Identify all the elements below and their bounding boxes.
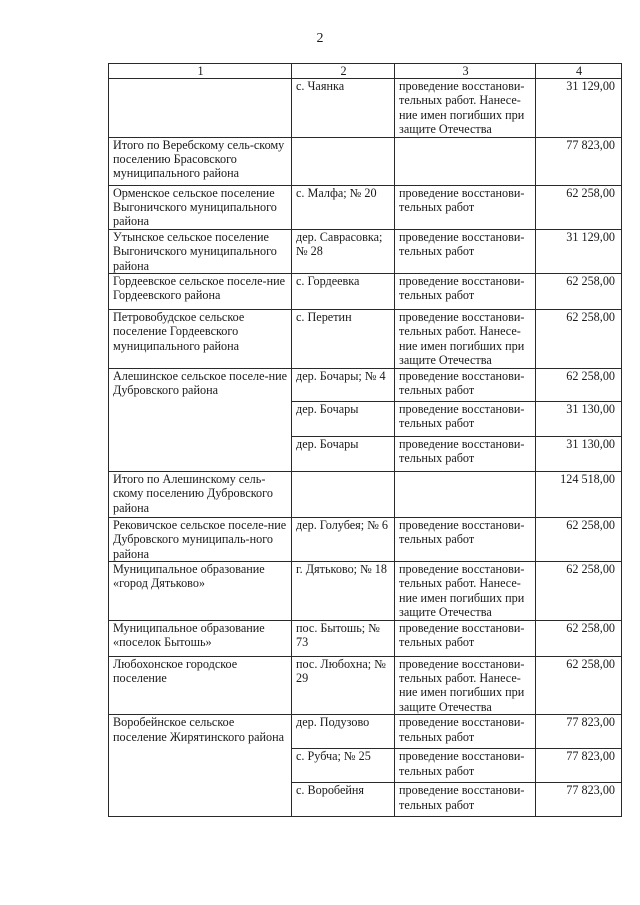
work-type-cell <box>395 471 536 517</box>
settlement-cell: Любохонское городское поселение <box>109 656 292 715</box>
work-type-cell: проведение восстанови-тельных работ <box>395 715 536 749</box>
appropriations-table <box>108 63 622 817</box>
amount-cell: 62 258,00 <box>536 368 622 401</box>
column-number-4: 4 <box>536 64 622 79</box>
table-row <box>109 137 622 185</box>
amount-cell: 62 258,00 <box>536 185 622 229</box>
amount-cell: 77 823,00 <box>536 137 622 185</box>
column-number-2: 2 <box>292 64 395 79</box>
locality-cell: дер. Подузово <box>292 715 395 749</box>
settlement-cell: Муниципальное образование «город Дятьково» <box>109 561 292 620</box>
column-number-1: 1 <box>109 64 292 79</box>
locality-cell: дер. Саврасовка; № 28 <box>292 229 395 273</box>
work-type-cell: проведение восстанови-тельных работ. Нанесе-ние имен погибших при защите Отечества <box>395 79 536 138</box>
settlement-cell <box>109 79 292 138</box>
amount-cell: 77 823,00 <box>536 715 622 749</box>
column-number-row <box>109 64 622 79</box>
work-type-cell: проведение восстанови-тельных работ <box>395 517 536 561</box>
amount-cell: 77 823,00 <box>536 749 622 783</box>
amount-cell: 31 130,00 <box>536 436 622 471</box>
amount-cell: 31 130,00 <box>536 401 622 436</box>
amount-cell: 62 258,00 <box>536 620 622 656</box>
locality-cell: с. Гордеевка <box>292 274 395 310</box>
settlement-cell: Рековичское сельское поселе-ние Дубровского муниципаль-ного района <box>109 517 292 561</box>
locality-cell: дер. Бочары; № 4 <box>292 368 395 401</box>
settlement-cell: Итого по Алешинскому сель-скому поселению Дубровского района <box>109 471 292 517</box>
table-row <box>109 620 622 656</box>
amount-cell: 62 258,00 <box>536 561 622 620</box>
column-number-3: 3 <box>395 64 536 79</box>
table-row <box>109 368 622 401</box>
work-type-cell: проведение восстанови-тельных работ <box>395 401 536 436</box>
amount-cell: 62 258,00 <box>536 656 622 715</box>
locality-cell: дер. Бочары <box>292 436 395 471</box>
settlement-cell: Гордеевское сельское поселе-ние Гордеевского района <box>109 274 292 310</box>
work-type-cell <box>395 137 536 185</box>
table-row <box>109 185 622 229</box>
locality-cell: дер. Голубея; № 6 <box>292 517 395 561</box>
amount-cell: 62 258,00 <box>536 517 622 561</box>
locality-cell: г. Дятьково; № 18 <box>292 561 395 620</box>
table-row <box>109 656 622 715</box>
table-row <box>109 274 622 310</box>
work-type-cell: проведение восстанови-тельных работ <box>395 368 536 401</box>
work-type-cell: проведение восстанови-тельных работ. Нанесе-ние имен погибших при защите Отечества <box>395 310 536 369</box>
locality-cell: с. Малфа; № 20 <box>292 185 395 229</box>
settlement-cell: Орменское сельское поселение Выгоничского муниципального района <box>109 185 292 229</box>
locality-cell: с. Воробейня <box>292 783 395 817</box>
work-type-cell: проведение восстанови-тельных работ <box>395 749 536 783</box>
amount-cell: 124 518,00 <box>536 471 622 517</box>
work-type-cell: проведение восстанови-тельных работ <box>395 783 536 817</box>
work-type-cell: проведение восстанови-тельных работ <box>395 185 536 229</box>
work-type-cell: проведение восстанови-тельных работ. Нанесе-ние имен погибших при защите Отечества <box>395 656 536 715</box>
work-type-cell: проведение восстанови-тельных работ <box>395 274 536 310</box>
amount-cell: 77 823,00 <box>536 783 622 817</box>
locality-cell: пос. Бытошь; № 73 <box>292 620 395 656</box>
table-row <box>109 471 622 517</box>
table-row <box>109 561 622 620</box>
settlement-cell: Алешинское сельское поселе-ние Дубровского района <box>109 368 292 471</box>
amount-cell: 62 258,00 <box>536 310 622 369</box>
work-type-cell: проведение восстанови-тельных работ <box>395 620 536 656</box>
locality-cell <box>292 137 395 185</box>
locality-cell: с. Перетин <box>292 310 395 369</box>
locality-cell: дер. Бочары <box>292 401 395 436</box>
work-type-cell: проведение восстанови-тельных работ. Нанесе-ние имен погибших при защите Отечества <box>395 561 536 620</box>
work-type-cell: проведение восстанови-тельных работ <box>395 229 536 273</box>
locality-cell: пос. Любохна; № 29 <box>292 656 395 715</box>
page-number: 2 <box>316 31 324 46</box>
locality-cell <box>292 471 395 517</box>
settlement-cell: Петровобудское сельское поселение Гордеевского муниципального района <box>109 310 292 369</box>
amount-cell: 31 129,00 <box>536 229 622 273</box>
amount-cell: 62 258,00 <box>536 274 622 310</box>
table-row <box>109 517 622 561</box>
settlement-cell: Воробейнское сельское поселение Жирятинского района <box>109 715 292 817</box>
locality-cell: с. Рубча; № 25 <box>292 749 395 783</box>
locality-cell: с. Чаянка <box>292 79 395 138</box>
table-row <box>109 229 622 273</box>
settlement-cell: Итого по Веребскому сель-скому поселению Брасовского муниципального района <box>109 137 292 185</box>
settlement-cell: Утынское сельское поселение Выгоничского муниципального района <box>109 229 292 273</box>
table-row <box>109 310 622 369</box>
table-row <box>109 79 622 138</box>
table-row <box>109 715 622 749</box>
work-type-cell: проведение восстанови-тельных работ <box>395 436 536 471</box>
table-body <box>109 64 622 817</box>
amount-cell: 31 129,00 <box>536 79 622 138</box>
settlement-cell: Муниципальное образование «поселок Бытошь» <box>109 620 292 656</box>
